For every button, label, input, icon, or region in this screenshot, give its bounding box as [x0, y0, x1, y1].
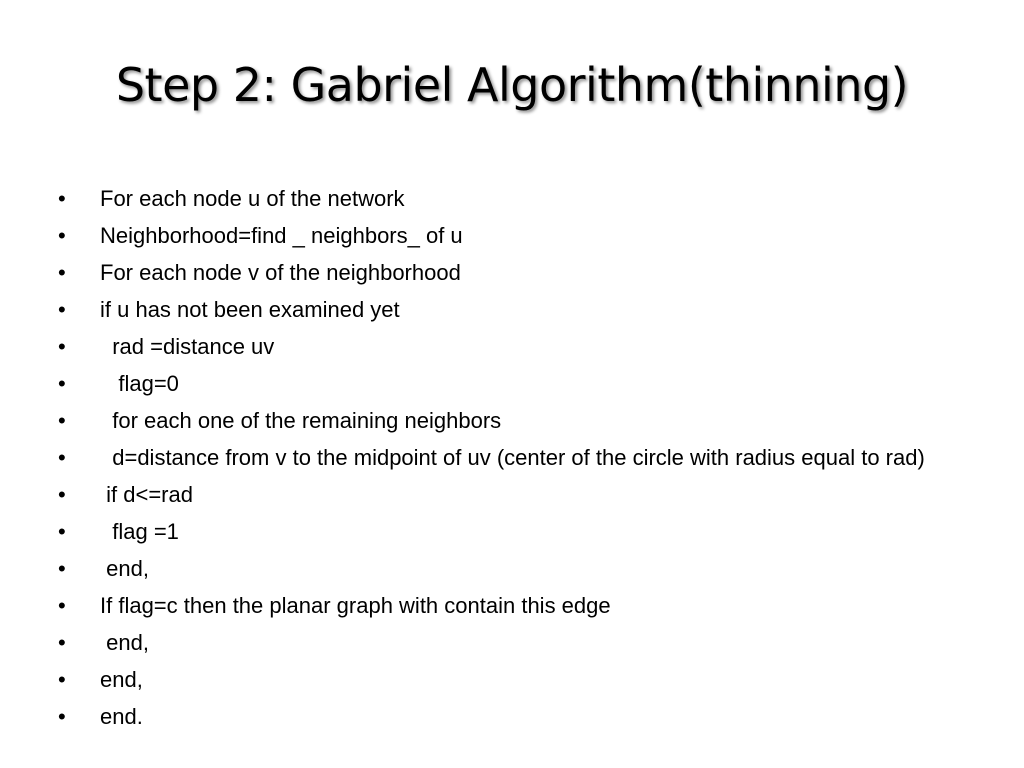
- bullet-marker: •: [58, 223, 66, 248]
- bullet-item: [58, 332, 938, 362]
- bullet-item: [58, 369, 938, 399]
- bullet-item: [58, 554, 938, 584]
- bullet-item: [58, 258, 938, 288]
- bullet-text: flag =1: [100, 519, 179, 544]
- bullet-item: [58, 702, 938, 732]
- bullet-text: If flag=c then the planar graph with contain this edge: [100, 593, 611, 618]
- bullet-text: end,: [100, 667, 143, 692]
- bullet-marker: •: [58, 297, 66, 322]
- bullet-text: For each node u of the network: [100, 186, 405, 211]
- bullet-text: rad =distance uv: [100, 334, 275, 359]
- bullet-text: end,: [100, 630, 149, 655]
- bullet-text: flag=0: [100, 371, 179, 396]
- bullet-marker: •: [58, 593, 66, 618]
- bullet-marker: •: [58, 556, 66, 581]
- bullet-item: [58, 443, 938, 473]
- bullet-marker: •: [58, 445, 66, 470]
- bullet-marker: •: [58, 260, 66, 285]
- bullet-item: [58, 184, 938, 214]
- bullet-text: if d<=rad: [100, 482, 193, 507]
- bullet-marker: •: [58, 408, 66, 433]
- bullet-marker: •: [58, 630, 66, 655]
- bullet-item: [58, 406, 938, 436]
- bullet-item: [58, 480, 938, 510]
- bullet-marker: •: [58, 667, 66, 692]
- bullet-text: Neighborhood=find _ neighbors_ of u: [100, 223, 463, 248]
- bullet-item: [58, 221, 938, 251]
- bullet-text: end.: [100, 704, 143, 729]
- bullet-marker: •: [58, 334, 66, 359]
- bullet-marker: •: [58, 186, 66, 211]
- bullet-text: d=distance from v to the midpoint of uv (center of the circle with radius equal to rad): [100, 445, 925, 470]
- bullet-list: [58, 184, 938, 739]
- slide-title: Step 2: Gabriel Algorithm(thinning): [115, 58, 909, 112]
- bullet-item: [58, 517, 938, 547]
- bullet-text: if u has not been examined yet: [100, 297, 400, 322]
- bullet-item: [58, 628, 938, 658]
- bullet-marker: •: [58, 371, 66, 396]
- bullet-text: for each one of the remaining neighbors: [100, 408, 502, 433]
- bullet-marker: •: [58, 704, 66, 729]
- bullet-text: For each node v of the neighborhood: [100, 260, 461, 285]
- bullet-text: end,: [100, 556, 149, 581]
- bullet-marker: •: [58, 519, 66, 544]
- bullet-marker: •: [58, 482, 66, 507]
- bullet-item: [58, 295, 938, 325]
- bullet-item: [58, 665, 938, 695]
- bullet-item: [58, 591, 938, 621]
